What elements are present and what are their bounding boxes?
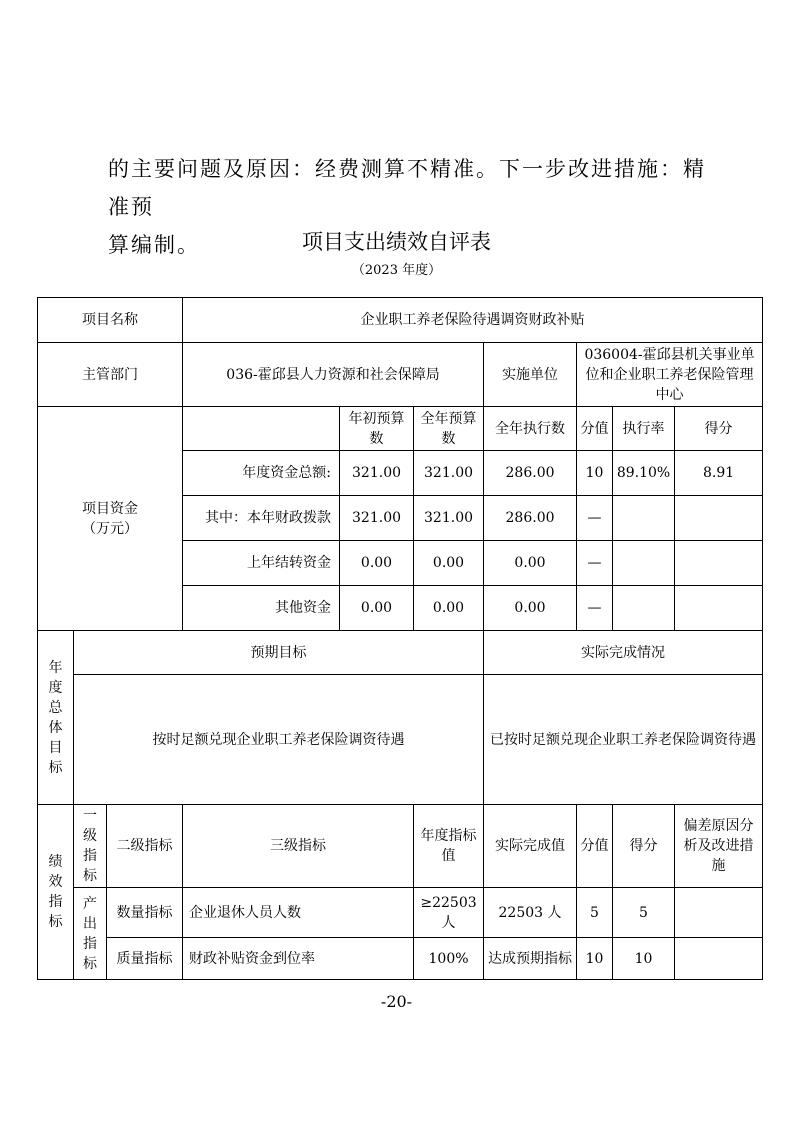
funds-row-executed: 286.00 <box>484 451 577 496</box>
output-indicator-label <box>74 888 107 980</box>
goals-label <box>38 631 74 805</box>
goals-actual-text: 已按时足额兑现企业职工养老保险调资待遇 <box>484 675 763 805</box>
goals-actual-header: 实际完成情况 <box>484 631 763 675</box>
funds-row-label: 年度资金总额: <box>183 451 340 496</box>
indicator-level2: 数量指标 <box>107 888 183 938</box>
indicator-header-actual: 实际完成值 <box>484 805 577 888</box>
indicator-target: ≥22503 人 <box>414 888 484 938</box>
intro-line-1: 的主要问题及原因：经费测算不精准。下一步改进措施：精准预 <box>108 157 706 219</box>
funds-row-annual: 0.00 <box>414 586 484 631</box>
funds-row-initial: 0.00 <box>340 586 414 631</box>
evaluation-table <box>37 297 763 980</box>
indicator-weight: 5 <box>577 888 613 938</box>
indicators-label-char: 标 <box>48 914 63 930</box>
funds-row-executed: 0.00 <box>484 541 577 586</box>
output-char: 指 <box>83 935 97 952</box>
funds-header-initial: 年初预算数 <box>340 407 414 451</box>
goals-label-char: 标 <box>48 759 63 776</box>
indicator-score: 5 <box>613 888 675 938</box>
funds-row-weight: — <box>577 586 613 631</box>
funds-row-weight: 10 <box>577 451 613 496</box>
goals-label-char: 年 <box>48 659 63 676</box>
intro-line-2: 算编制。 <box>108 233 200 257</box>
indicator-level2: 质量指标 <box>107 938 183 980</box>
indicator-target: 100% <box>414 938 484 980</box>
indicator-deviation <box>675 888 763 938</box>
funds-row-rate <box>613 586 675 631</box>
level1-char: 级 <box>83 828 97 844</box>
level1-char: 指 <box>83 848 97 864</box>
funds-header-weight: 分值 <box>577 407 613 451</box>
goals-label-char: 度 <box>48 679 63 696</box>
goals-expected-header: 预期目标 <box>74 631 484 675</box>
funds-row-annual: 0.00 <box>414 541 484 586</box>
funds-row-annual: 321.00 <box>414 451 484 496</box>
funds-row-score <box>675 496 763 541</box>
goals-expected-text: 按时足额兑现企业职工养老保险调资待遇 <box>74 675 484 805</box>
funds-row-initial: 321.00 <box>340 496 414 541</box>
funds-row-rate <box>613 541 675 586</box>
indicator-score: 10 <box>613 938 675 980</box>
funds-row-label: 上年结转资金 <box>183 541 340 586</box>
indicator-header-level3: 三级指标 <box>183 805 414 888</box>
funds-row-annual: 321.00 <box>414 496 484 541</box>
indicator-header-level2: 二级指标 <box>107 805 183 888</box>
output-char: 出 <box>83 915 97 932</box>
indicator-header-target: 年度指标值 <box>414 805 484 888</box>
indicator-header-score: 得分 <box>613 805 675 888</box>
goals-label-char: 体 <box>48 719 63 736</box>
indicators-label-char: 效 <box>48 874 63 890</box>
funds-label-line2: （万元） <box>82 520 138 537</box>
indicators-label <box>38 805 74 980</box>
indicators-label-char: 指 <box>48 894 63 910</box>
funds-row-weight: — <box>577 496 613 541</box>
dept-label: 主管部门 <box>38 343 183 407</box>
funds-row-score: 8.91 <box>675 451 763 496</box>
funds-header-rate: 执行率 <box>613 407 675 451</box>
dept-value: 036-霍邱县人力资源和社会保障局 <box>183 343 484 407</box>
indicator-header-weight: 分值 <box>577 805 613 888</box>
indicator-header-deviation: 偏差原因分析及改进措施 <box>675 805 763 888</box>
funds-label-line1: 项目资金 <box>82 500 138 517</box>
indicators-label-char: 绩 <box>48 854 63 870</box>
indicator-weight: 10 <box>577 938 613 980</box>
project-name-label: 项目名称 <box>38 298 183 343</box>
funds-header-executed: 全年执行数 <box>484 407 577 451</box>
funds-header-annual: 全年预算数 <box>414 407 484 451</box>
indicator-actual: 达成预期指标 <box>484 938 577 980</box>
goals-label-char: 总 <box>48 699 63 716</box>
funds-row-rate <box>613 496 675 541</box>
table-title: 项目支出绩效自评表 <box>302 230 491 254</box>
impl-value: 036004-霍邱县机关事业单位和企业职工养老保险管理中心 <box>577 343 763 407</box>
indicator-row <box>38 888 763 938</box>
indicator-header-level1 <box>74 805 107 888</box>
funds-row-initial: 0.00 <box>340 541 414 586</box>
funds-row-initial: 321.00 <box>340 451 414 496</box>
impl-label: 实施单位 <box>484 343 577 407</box>
funds-header-score: 得分 <box>675 407 763 451</box>
indicator-row <box>38 938 763 980</box>
funds-row-executed: 286.00 <box>484 496 577 541</box>
funds-row-score <box>675 541 763 586</box>
level1-char: 标 <box>83 868 97 884</box>
funds-row-executed: 0.00 <box>484 586 577 631</box>
funds-label <box>38 407 183 631</box>
table-subtitle: （2023 年度） <box>351 263 442 278</box>
funds-row-score <box>675 586 763 631</box>
output-char: 标 <box>83 955 97 972</box>
indicator-actual: 22503 人 <box>484 888 577 938</box>
project-name-value: 企业职工养老保险待遇调资财政补贴 <box>183 298 763 343</box>
funds-header-blank <box>183 407 340 451</box>
funds-row-label: 其中：本年财政拨款 <box>183 496 340 541</box>
funds-row-label: 其他资金 <box>183 586 340 631</box>
page-number: -20- <box>380 992 413 1011</box>
indicator-level3: 财政补贴资金到位率 <box>183 938 414 980</box>
funds-row-weight: — <box>577 541 613 586</box>
output-char: 产 <box>83 895 97 912</box>
indicator-level3: 企业退休人员人数 <box>183 888 414 938</box>
goals-label-char: 目 <box>48 739 63 756</box>
funds-row-rate: 89.10% <box>613 451 675 496</box>
indicator-deviation <box>675 938 763 980</box>
level1-char: 一 <box>83 808 97 824</box>
